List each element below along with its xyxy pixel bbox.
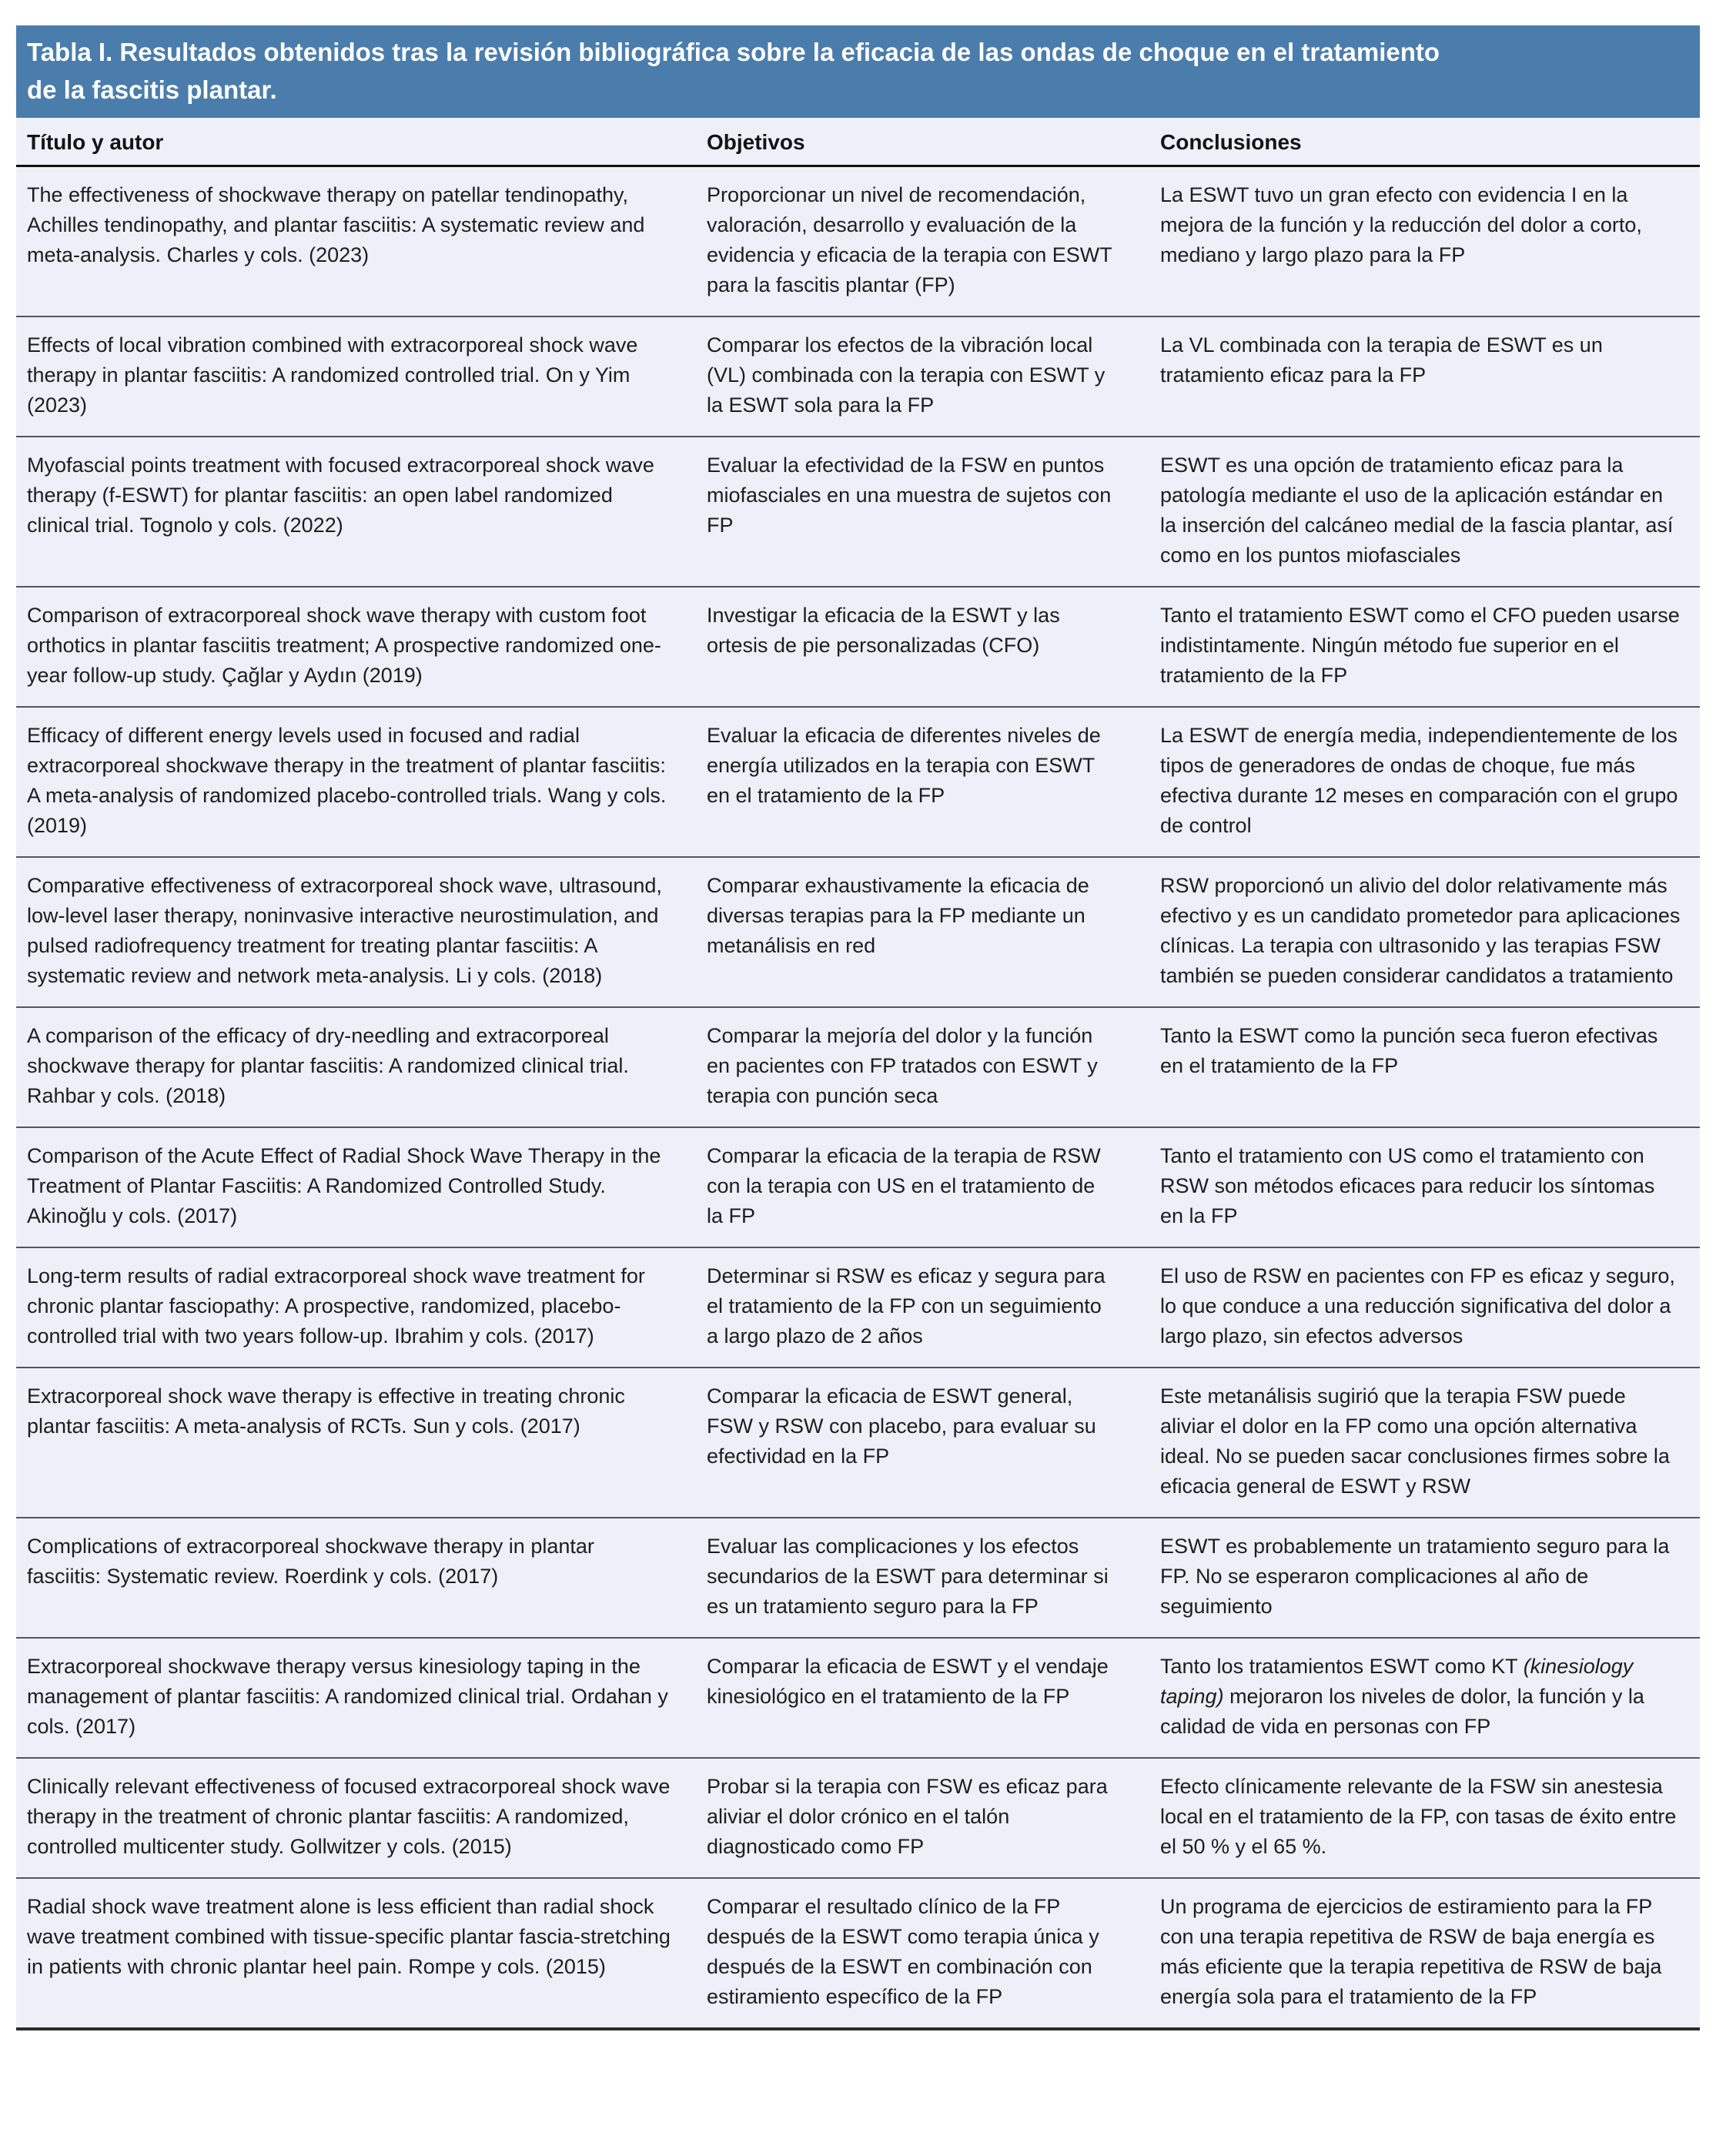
cell-objetivos: Determinar si RSW es eficaz y segura para el tratamiento de la FP con un seguimiento a largo plazo de 2 años [707, 1264, 1106, 1348]
table-row [16, 316, 1700, 436]
table-title-bar [16, 25, 1700, 118]
table-row [16, 436, 1700, 586]
table-row [16, 1367, 1700, 1517]
cell-titulo: Comparative effectiveness of extracorporeal shock wave, ultrasound, low-level laser therapy, noninvasive interactive neurostimulation, and pulsed radiofrequency treatment for treating plantar fasciitis: A systematic review and network meta-analysis. Li y cols. (2018) [27, 874, 662, 987]
cell-objetivos: Comparar la eficacia de ESWT y el vendaje kinesiológico en el tratamiento de la FP [707, 1655, 1109, 1708]
cell-conclusiones: ESWT es una opción de tratamiento eficaz para la patología mediante el uso de la aplicación estándar en la inserción del calcáneo medial de la fascia plantar, así como en los puntos miofasciales [1160, 454, 1674, 567]
cell-titulo: Effects of local vibration combined with extracorporeal shock wave therapy in plantar fasciitis: A randomized controlled trial. On y Yim (2023) [27, 333, 638, 417]
cell-conclusiones: Tanto el tratamiento ESWT como el CFO pueden usarse indistintamente. Ningún método fue superior en el tratamiento de la FP [1160, 604, 1680, 687]
text-fragment: mejoraron los niveles de dolor, la función y la calidad de vida en personas con FP [1160, 1685, 1644, 1738]
cell-titulo: Long-term results of radial extracorporeal shock wave treatment for chronic plantar fasciopathy: A prospective, randomized, placebo-controlled trial with two years follow-up. Ibrahim y cols. (2017) [27, 1264, 645, 1348]
table-row [16, 1517, 1700, 1637]
cell-conclusiones: Tanto la ESWT como la punción seca fueron efectivas en el tratamiento de la FP [1160, 1024, 1658, 1077]
cell-conclusiones: ESWT es probablemente un tratamiento seguro para la FP. No se esperaron complicaciones al año de seguimiento [1160, 1535, 1670, 1618]
cell-conclusiones: La VL combinada con la terapia de ESWT es un tratamiento eficaz para la FP [1160, 333, 1603, 387]
cell-conclusiones: Este metanálisis sugirió que la terapia FSW puede aliviar el dolor en la FP como una opción alternativa ideal. No se pueden sacar conclusiones firmes sobre la eficacia general de ESWT y RSW [1160, 1384, 1670, 1498]
cell-objetivos: Evaluar las complicaciones y los efectos secundarios de la ESWT para determinar si es un tratamiento seguro para la FP [707, 1535, 1109, 1618]
cell-objetivos: Investigar la eficacia de la ESWT y las ortesis de pie personalizadas (CFO) [707, 604, 1060, 657]
cell-objetivos: Comparar la mejoría del dolor y la función en pacientes con FP tratados con ESWT y terapia con punción seca [707, 1024, 1098, 1107]
cell-titulo: Radial shock wave treatment alone is less efficient than radial shock wave treatment combined with tissue-specific plantar fascia-stretching in patients with chronic plantar heel pain. Rompe y cols. (2015) [27, 1895, 671, 1978]
table-row [16, 1247, 1700, 1367]
table-row [16, 856, 1700, 1006]
column-header-conclusiones: Conclusiones [1160, 130, 1302, 154]
table-row [16, 1006, 1700, 1127]
cell-conclusiones: Efecto clínicamente relevante de la FSW sin anestesia local en el tratamiento de la FP, con tasas de éxito entre el 50 % y el 65 %. [1160, 1775, 1677, 1858]
cell-titulo: A comparison of the efficacy of dry-needling and extracorporeal shockwave therapy for plantar fasciitis: A randomized clinical trial. Rahbar y cols. (2018) [27, 1024, 629, 1107]
cell-objetivos: Comparar la eficacia de ESWT general, FSW y RSW con placebo, para evaluar su efectividad en la FP [707, 1384, 1096, 1468]
table-row [16, 1877, 1700, 2027]
column-header-row [16, 118, 1700, 167]
cell-objetivos: Evaluar la efectividad de la FSW en puntos miofasciales en una muestra de sujetos con FP [707, 454, 1112, 537]
cell-titulo: The effectiveness of shockwave therapy on patellar tendinopathy, Achilles tendinopathy, and plantar fasciitis: A systematic review and meta-analysis. Charles y cols. (2023) [27, 183, 645, 266]
cell-conclusiones: Tanto el tratamiento con US como el tratamiento con RSW son métodos eficaces para reducir los síntomas en la FP [1160, 1144, 1655, 1227]
table-title-line-2: de la fascitis plantar. [27, 75, 277, 104]
cell-titulo: Comparison of the Acute Effect of Radial Shock Wave Therapy in the Treatment of Plantar Fasciitis: A Randomized Controlled Study. Akinoğlu y cols. (2017) [27, 1144, 661, 1227]
cell-objetivos: Comparar el resultado clínico de la FP después de la ESWT como terapia única y después de la ESWT en combinación con estiramiento específico de la FP [707, 1895, 1099, 2008]
results-table [16, 25, 1700, 2030]
text-fragment-italic: (kinesiology taping) [1160, 1655, 1634, 1708]
cell-conclusiones: La ESWT tuvo un gran efecto con evidencia I en la mejora de la función y la reducción del dolor a corto, mediano y largo plazo para la FP [1160, 183, 1642, 266]
cell-objetivos: Probar si la terapia con FSW es eficaz para aliviar el dolor crónico en el talón diagnosticado como FP [707, 1775, 1108, 1858]
table-row [16, 706, 1700, 856]
cell-conclusiones: Un programa de ejercicios de estiramiento para la FP con una terapia repetitiva de RSW de baja energía es más eficiente que la terapia repetitiva de RSW de baja energía sola para el tratamiento de la FP [1160, 1895, 1662, 2008]
cell-objetivos: Comparar la eficacia de la terapia de RSW con la terapia con US en el tratamiento de la FP [707, 1144, 1101, 1227]
cell-titulo: Comparison of extracorporeal shock wave therapy with custom foot orthotics in plantar fasciitis treatment; A prospective randomized one-year follow-up study. Çağlar y Aydın (2019) [27, 604, 661, 687]
cell-titulo: Myofascial points treatment with focused extracorporeal shock wave therapy (f-ESWT) for plantar fasciitis: an open label randomized clinical trial. Tognolo y cols. (2022) [27, 454, 654, 537]
table-row [16, 586, 1700, 706]
table-body [16, 167, 1700, 2030]
cell-conclusiones: RSW proporcionó un alivio del dolor relativamente más efectivo y es un candidato prometedor para aplicaciones clínicas. La terapia con ultrasonido y las terapias FSW también se pueden considerar candidatos a tratamiento [1160, 874, 1681, 987]
cell-objetivos: Comparar los efectos de la vibración local (VL) combinada con la terapia con ESWT y la ESWT sola para la FP [707, 333, 1106, 417]
cell-conclusiones: El uso de RSW en pacientes con FP es eficaz y seguro, lo que conduce a una reducción significativa del dolor a largo plazo, sin efectos adversos [1160, 1264, 1675, 1348]
table-row [16, 1637, 1700, 1757]
cell-objetivos: Evaluar la eficacia de diferentes niveles de energía utilizados en la terapia con ESWT en el tratamiento de la FP [707, 724, 1101, 807]
cell-objetivos: Comparar exhaustivamente la eficacia de diversas terapias para la FP mediante un metanálisis en red [707, 874, 1089, 957]
table-row [16, 1757, 1700, 1877]
cell-titulo: Efficacy of different energy levels used in focused and radial extracorporeal shockwave therapy in the treatment of plantar fasciitis: A meta-analysis of randomized placebo-controlled trials. Wang y cols. (2019) [27, 724, 667, 837]
column-header-titulo: Título y autor [27, 130, 164, 154]
table-row [16, 1127, 1700, 1247]
cell-titulo: Complications of extracorporeal shockwave therapy in plantar fasciitis: Systematic review. Roerdink y cols. (2017) [27, 1535, 594, 1588]
text-fragment: Tanto los tratamientos ESWT como KT [1160, 1655, 1524, 1678]
table-row [16, 167, 1700, 316]
column-header-objetivos: Objetivos [707, 130, 805, 154]
cell-titulo: Extracorporeal shock wave therapy is effective in treating chronic plantar fasciitis: A meta-analysis of RCTs. Sun y cols. (2017) [27, 1384, 625, 1438]
cell-conclusiones: La ESWT de energía media, independientemente de los tipos de generadores de ondas de choque, fue más efectiva durante 12 meses en comparación con el grupo de control [1160, 724, 1678, 837]
cell-titulo: Clinically relevant effectiveness of focused extracorporeal shock wave therapy in the treatment of chronic plantar fasciitis: A randomized, controlled multicenter study. Gollwitzer y cols. (2015) [27, 1775, 671, 1858]
cell-titulo: Extracorporeal shockwave therapy versus kinesiology taping in the management of plantar fasciitis: A randomized clinical trial. Ordahan y cols. (2017) [27, 1655, 668, 1738]
table-title-line-1: Tabla I. Resultados obtenidos tras la revisión bibliográfica sobre la eficacia de las ondas de choque en el tratamiento [27, 38, 1440, 66]
cell-conclusiones [1147, 1639, 1700, 1757]
cell-objetivos: Proporcionar un nivel de recomendación, valoración, desarrollo y evaluación de la evidencia y eficacia de la terapia con ESWT para la fascitis plantar (FP) [707, 183, 1112, 296]
